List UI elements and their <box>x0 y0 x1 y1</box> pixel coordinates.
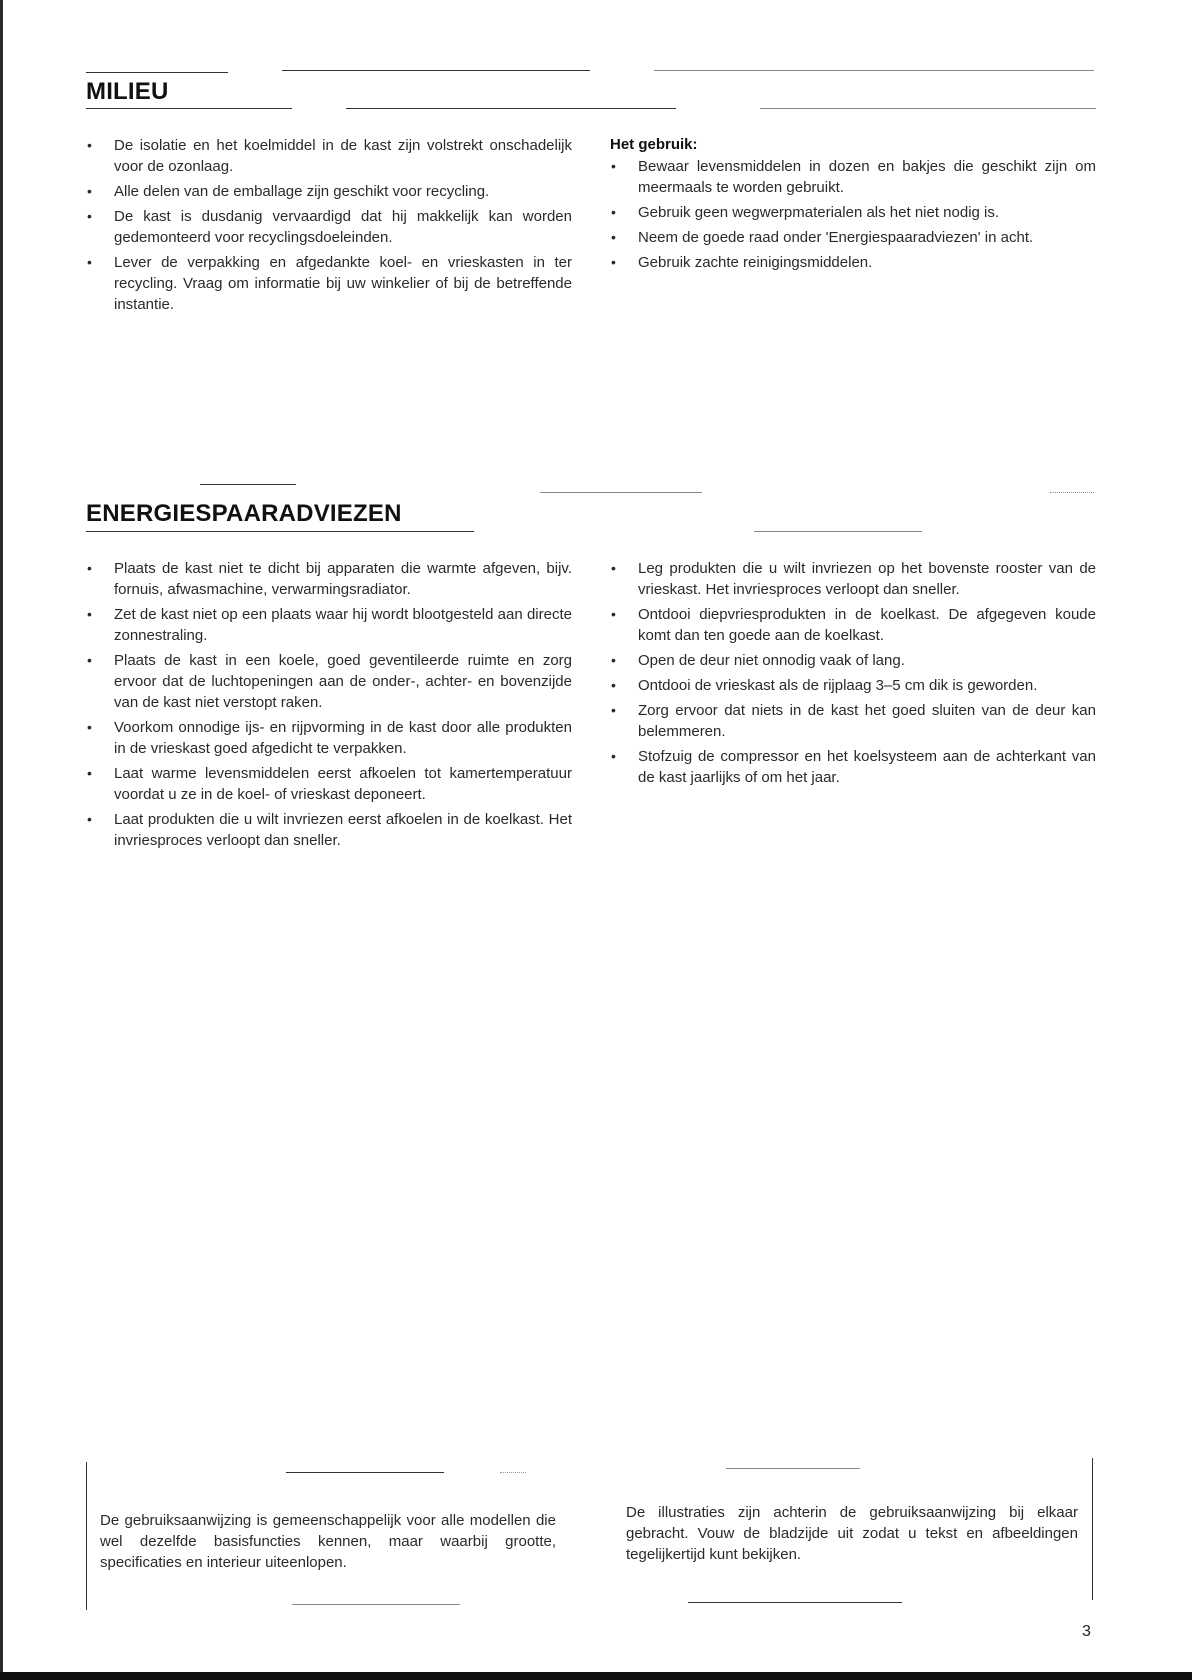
header-rule <box>754 531 922 532</box>
list-item: • Plaats de kast niet te dicht bij apparaten die warmte afgeven, bijv. fornuis, afwasmachine, verwarmingsradiator. <box>86 558 572 600</box>
list-item: • Stofzuig de compressor en het koelsysteem aan de achterkant van de kast jaarlijks of om het jaar. <box>610 746 1096 788</box>
list-item: • Zet de kast niet op een plaats waar hij wordt blootgesteld aan directe zonnestraling. <box>86 604 572 646</box>
milieu-left-column <box>86 135 572 319</box>
header-rule <box>346 108 676 109</box>
milieu-right-column <box>610 134 1096 277</box>
note-rule <box>500 1472 526 1473</box>
note-rule <box>286 1472 444 1473</box>
list-item: • Ontdooi de vrieskast als de rijplaag 3–5 cm dik is geworden. <box>610 675 1096 696</box>
list-item: • Lever de verpakking en afgedankte koel- en vrieskasten in ter recycling. Vraag om informatie bij uw winkelier of bij de betreffende instantie. <box>86 252 572 315</box>
energie-right-list <box>610 558 1096 788</box>
scan-edge-bottom <box>0 1672 1192 1680</box>
header-rule <box>654 70 1094 71</box>
list-item: • Open de deur niet onnodig vaak of lang. <box>610 650 1096 671</box>
energie-right-column <box>610 558 1096 792</box>
note-left: De gebruiksaanwijzing is gemeenschappelijk voor alle modellen die wel dezelfde basisfuncties kennen, maar waarbij grootte, specificaties en interieur uiteenlopen. <box>100 1512 556 1571</box>
list-item: • Bewaar levensmiddelen in dozen en bakjes die geschikt zijn om meermaals te worden gebruikt. <box>610 156 1096 198</box>
header-rule <box>282 70 590 71</box>
header-rule <box>1050 492 1094 493</box>
list-item: • Alle delen van de emballage zijn geschikt voor recycling. <box>86 181 572 202</box>
note-border-right <box>1092 1458 1093 1600</box>
list-item: • Plaats de kast in een koele, goed geventileerde ruimte en zorg ervoor dat de luchtopeningen aan de onder-, achter- en bovenzijde van de kast niet verstopt raken. <box>86 650 572 713</box>
header-rule <box>86 72 228 73</box>
list-item: • Gebruik geen wegwerpmaterialen als het niet nodig is. <box>610 202 1096 223</box>
list-item: • Laat warme levensmiddelen eerst afkoelen tot kamertemperatuur voordat u ze in de koel- of vrieskast deponeert. <box>86 763 572 805</box>
scan-edge-left <box>0 0 3 1680</box>
header-rule <box>760 108 1096 109</box>
list-item: • Laat produkten die u wilt invriezen eerst afkoelen in de koelkast. Het invriesproces verloopt dan sneller. <box>86 809 572 851</box>
page-number: 3 <box>1082 1623 1091 1640</box>
list-item: • Gebruik zachte reinigingsmiddelen. <box>610 252 1096 273</box>
header-rule <box>86 108 292 109</box>
list-item: • Zorg ervoor dat niets in de kast het goed sluiten van de deur kan belemmeren. <box>610 700 1096 742</box>
subheading-het-gebruik: Het gebruik: <box>610 136 698 153</box>
note-rule <box>726 1468 860 1469</box>
milieu-left-list <box>86 135 572 315</box>
header-rule <box>200 484 296 485</box>
energie-left-list <box>86 558 572 851</box>
list-item: • Neem de goede raad onder 'Energiespaaradviezen' in acht. <box>610 227 1096 248</box>
milieu-right-list <box>610 156 1096 273</box>
note-rule <box>688 1602 902 1603</box>
list-item: • De kast is dusdanig vervaardigd dat hij makkelijk kan worden gedemonteerd voor recyclingsdoeleinden. <box>86 206 572 248</box>
list-item: • De isolatie en het koelmiddel in de kast zijn volstrekt onschadelijk voor de ozonlaag. <box>86 135 572 177</box>
list-item: • Ontdooi diepvriesprodukten in de koelkast. De afgegeven koude komt dan ten goede aan de koelkast. <box>610 604 1096 646</box>
note-rule <box>292 1604 460 1605</box>
list-item: • Leg produkten die u wilt invriezen op het bovenste rooster van de vrieskast. Het invriesproces verloopt dan sneller. <box>610 558 1096 600</box>
header-rule <box>540 492 702 493</box>
header-rule <box>86 531 474 532</box>
list-item: • Voorkom onnodige ijs- en rijpvorming in de kast door alle produkten in de vrieskast goed afgedicht te verpakken. <box>86 717 572 759</box>
section-title-energie: ENERGIESPAARADVIEZEN <box>86 500 402 527</box>
note-right: De illustraties zijn achterin de gebruiksaanwijzing bij elkaar gebracht. Vouw de bladzijde uit zodat u tekst en afbeeldingen tegelijkertijd kunt bekijken. <box>626 1504 1078 1563</box>
note-border-left <box>86 1462 87 1610</box>
energie-left-column <box>86 558 572 855</box>
section-title-milieu: MILIEU <box>86 78 169 105</box>
